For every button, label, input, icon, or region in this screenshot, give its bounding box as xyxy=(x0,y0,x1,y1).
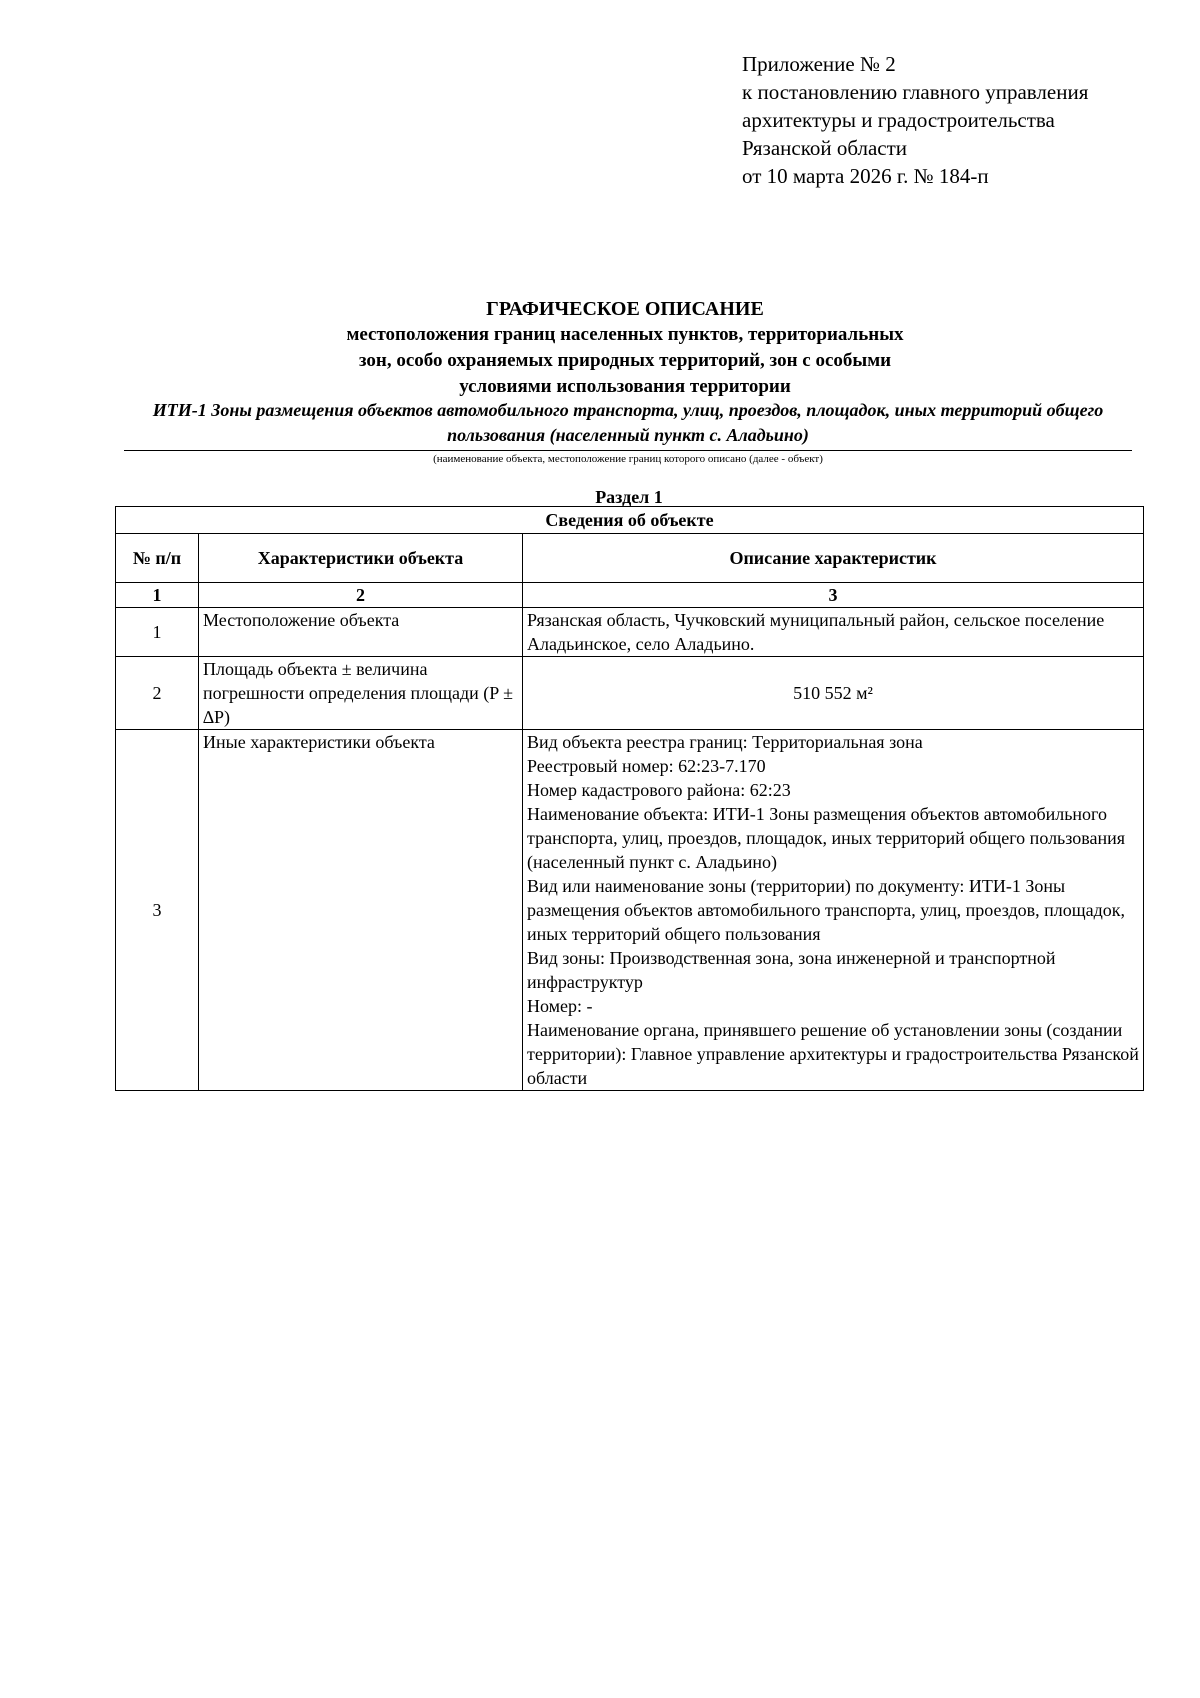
object-name: ИТИ-1 Зоны размещения объектов автомобильного транспорта, улиц, проездов, площадок, иных территорий общего пользования (населенный пункт с. Аладьино) xyxy=(124,398,1132,451)
description-line: Наименование органа, принявшего решение об установлении зоны (создании территории): Главное управление архитектуры и градостроительства Рязанской области xyxy=(527,1020,1139,1088)
object-info-table xyxy=(115,506,1144,1091)
description-line: Реестровый номер: 62:23-7.170 xyxy=(527,756,766,776)
document-subtitle-line: зон, особо охраняемых природных территорий, зон с особыми xyxy=(358,350,892,371)
table-column-numbers-row xyxy=(116,583,1144,608)
description-line: Вид объекта реестра границ: Территориальная зона xyxy=(527,732,923,752)
appendix-line: архитектуры и градостроительства xyxy=(742,108,1055,132)
header-number xyxy=(116,534,199,583)
appendix-line: Рязанской области xyxy=(742,136,908,160)
section-title: Раздел 1 xyxy=(595,487,663,507)
column-number: 3 xyxy=(523,583,1144,608)
table-title-row xyxy=(116,507,1144,534)
row-number: 2 xyxy=(116,657,199,730)
appendix-block xyxy=(742,50,1088,190)
row-characteristic: Площадь объекта ± величина погрешности определения площади (P ± ∆P) xyxy=(199,657,523,730)
header-number-label: № п/п xyxy=(132,548,182,568)
description-line: Номер кадастрового района: 62:23 xyxy=(527,780,791,800)
row-characteristic: Иные характеристики объекта xyxy=(199,730,523,1091)
row-description: 510 552 м² xyxy=(523,657,1144,730)
object-caption: (наименование объекта, местоположение границ которого описано (далее - объект) xyxy=(433,453,823,465)
row-characteristic: Местоположение объекта xyxy=(199,608,523,657)
table-header-row xyxy=(116,534,1144,583)
document-title: ГРАФИЧЕСКОЕ ОПИСАНИЕ xyxy=(486,298,764,320)
row-number: 1 xyxy=(116,608,199,657)
appendix-line: Приложение № 2 xyxy=(742,52,896,76)
table-row xyxy=(116,657,1144,730)
row-description-list xyxy=(523,730,1144,1091)
header-characteristic: Характеристики объекта xyxy=(199,534,523,583)
row-number: 3 xyxy=(116,730,199,1091)
description-line: Номер: - xyxy=(527,996,593,1016)
column-number: 2 xyxy=(199,583,523,608)
row-description: Рязанская область, Чучковский муниципальный район, сельское поселение Аладьинское, село Аладьино. xyxy=(523,608,1144,657)
document-subtitle-line: местоположения границ населенных пунктов, территориальных xyxy=(346,324,904,345)
header-description: Описание характеристик xyxy=(523,534,1144,583)
document-heading xyxy=(120,296,1130,400)
description-line: Вид или наименование зоны (территории) по документу: ИТИ-1 Зоны размещения объектов автомобильного транспорта, улиц, проездов, площадок, иных территорий общего пользования xyxy=(527,876,1126,944)
description-line: Вид зоны: Производственная зона, зона инженерной и транспортной инфраструктур xyxy=(527,948,1056,992)
appendix-line: от 10 марта 2026 г. № 184-п xyxy=(742,164,989,188)
appendix-line: к постановлению главного управления xyxy=(742,80,1089,104)
table-title: Сведения об объекте xyxy=(116,507,1144,534)
description-line: Наименование объекта: ИТИ-1 Зоны размещения объектов автомобильного транспорта, улиц, проездов, площадок, иных территорий общего пользования (населенный пункт с. Аладьино) xyxy=(527,804,1126,872)
table-row xyxy=(116,730,1144,1091)
document-subtitle-line: условиями использования территории xyxy=(459,376,791,397)
table-row xyxy=(116,608,1144,657)
column-number: 1 xyxy=(116,583,199,608)
